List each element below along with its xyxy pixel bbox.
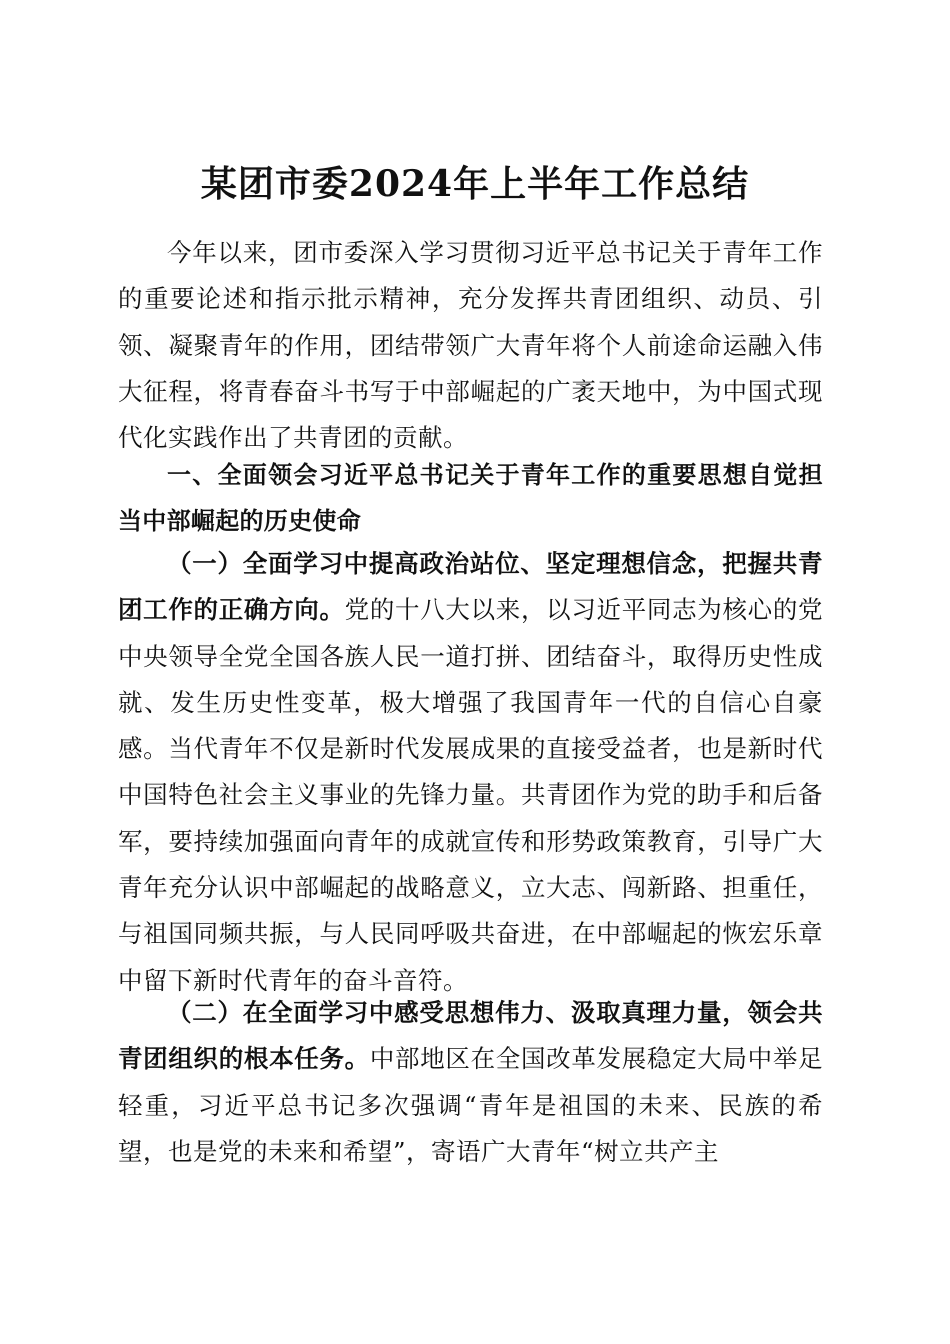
- subsection-2-paragraph: [118, 990, 823, 1175]
- subsection-2-body: 中部地区在全国改革发展稳定大局中举足轻重，习近平总书记多次强调“青年是祖国的未来、民族的希望，也是党的未来和希望”，寄语广大青年“树立共产主: [118, 1044, 824, 1166]
- section-1-heading: 一、全面领会习近平总书记关于青年工作的重要思想自觉担当中部崛起的历史使命: [118, 461, 823, 536]
- subsection-1-lead: （一）全面学习中提高政治站位、坚定理想信念，把握共青团工作的正确方向。: [118, 549, 823, 625]
- subsection-1-paragraph: [118, 541, 823, 1004]
- subsection-1-body: 党的十八大以来，以习近平同志为核心的党中央领导全党全国各族人民一道打拼、团结奋斗，取得历史性成就、发生历史性变革，极大增强了我国青年一代的自信心自豪感。当代青年不仅是新时代发展成果的直接受益者，也是新时代中国特色社会主义事业的先锋力量。共青团作为党的助手和后备军，要持续加强面向青年的成就宣传和形势政策教育，引导广大青年充分认识中部崛起的战略意义，立大志、闯新路、担重任，与祖国同频共振，与人民同呼吸共奋进，在中部崛起的恢宏乐章中留下新时代青年的奋斗音符。: [118, 595, 824, 995]
- intro-paragraph: 今年以来，团市委深入学习贯彻习近平总书记关于青年工作的重要论述和指示批示精神，充分发挥共青团组织、动员、引领、凝聚青年的作用，团结带领广大青年将个人前途命运融入伟大征程，将青春奋斗书写于中部崛起的广袤天地中，为中国式现代化实践作出了共青团的贡献。: [118, 238, 823, 453]
- document-title: 某团市委2024年上半年工作总结: [200, 163, 750, 206]
- subsection-2-lead: （二）在全面学习中感受思想伟力、汲取真理力量，领会共青团组织的根本任务。: [118, 998, 823, 1074]
